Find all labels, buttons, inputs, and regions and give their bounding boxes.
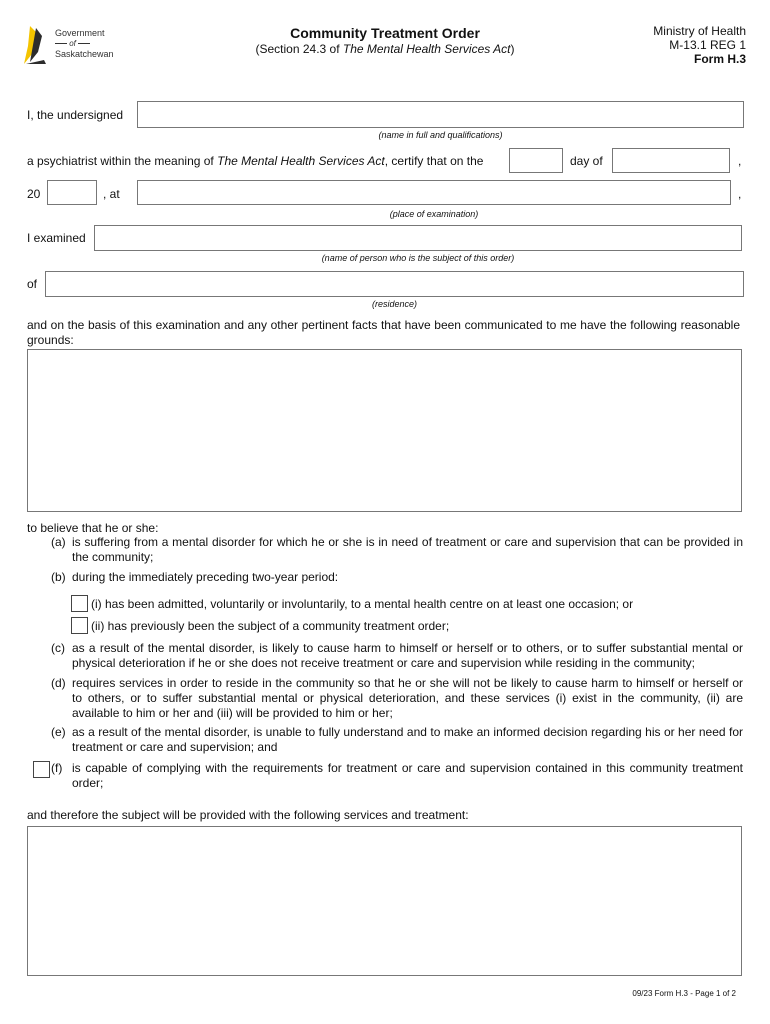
logo-government: Government bbox=[55, 28, 105, 38]
page-footer: 09/23 Form H.3 - Page 1 of 2 bbox=[632, 989, 736, 998]
criterion-f-checkbox[interactable] bbox=[33, 761, 50, 778]
examined-label: I examined bbox=[27, 231, 86, 245]
grounds-statement: and on the basis of this examination and any other pertinent facts that have been communicated to me have the following reasonable grounds: bbox=[27, 318, 740, 347]
criterion-a-label: (a) bbox=[51, 535, 66, 549]
day-input[interactable] bbox=[509, 148, 563, 173]
criterion-b-ii-checkbox[interactable] bbox=[71, 617, 88, 634]
criterion-b-i-text: (i) has been admitted, voluntarily or involuntarily, to a mental health centre on at least one occasion; or bbox=[91, 597, 634, 611]
criterion-b-ii-text: (ii) has previously been the subject of a community treatment order; bbox=[91, 619, 450, 633]
criterion-f-label: (f) bbox=[51, 761, 63, 775]
page-subtitle bbox=[160, 42, 610, 56]
month-input[interactable] bbox=[612, 148, 730, 173]
subtitle-act: The Mental Health Services Act bbox=[342, 42, 511, 56]
place-input[interactable] bbox=[137, 180, 731, 205]
criterion-e-text: as a result of the mental disorder, is unable to fully understand and to make an informed decision regarding his or her need for treatment or care and supervision; and bbox=[72, 725, 743, 754]
residence-caption: (residence) bbox=[371, 299, 418, 309]
psychiatrist-post: , certify that on the bbox=[384, 154, 484, 168]
person-name-input[interactable] bbox=[94, 225, 742, 251]
grounds-textarea[interactable] bbox=[27, 349, 742, 512]
criterion-f-text: is capable of complying with the requirements for treatment or care and supervision contained in this community treatment order; bbox=[72, 761, 743, 790]
undersigned-name-input[interactable] bbox=[137, 101, 744, 128]
residence-input[interactable] bbox=[45, 271, 744, 297]
at-label: , at bbox=[103, 187, 120, 201]
criterion-a-text: is suffering from a mental disorder for which he or she is in need of treatment or care and supervision that can be provided in the community; bbox=[72, 535, 743, 564]
psychiatrist-act: The Mental Health Services Act bbox=[217, 154, 385, 168]
ministry-block bbox=[653, 24, 746, 66]
person-caption: (name of person who is the subject of this order) bbox=[321, 253, 515, 263]
logo-of bbox=[55, 39, 90, 48]
criterion-e-label: (e) bbox=[51, 725, 66, 739]
form-number: Form H.3 bbox=[693, 52, 746, 66]
year-prefix: 20 bbox=[27, 187, 41, 201]
criterion-d-text: requires services in order to reside in the community so that he or she will not be likely to cause harm to himself or herself or to others, or to suffer substantial mental or physical deterioration, and these services (i) exist in the community, (ii) are available to him or her and (iii) will be provided to him or her; bbox=[72, 676, 743, 720]
criterion-d-label: (d) bbox=[51, 676, 66, 690]
criterion-b-label: (b) bbox=[51, 570, 66, 584]
logo-saskatchewan: Saskatchewan bbox=[55, 49, 114, 59]
year-input[interactable] bbox=[47, 180, 97, 205]
comma-1: , bbox=[738, 154, 742, 168]
saskatchewan-logo-icon bbox=[22, 24, 48, 66]
page-title: Community Treatment Order bbox=[290, 25, 480, 41]
believe-statement: to believe that he or she: bbox=[27, 521, 159, 535]
criterion-b-i-checkbox[interactable] bbox=[71, 595, 88, 612]
of-label: of bbox=[27, 277, 38, 291]
subtitle-pre: (Section 24.3 of bbox=[255, 42, 343, 56]
regulation-ref: M-13.1 REG 1 bbox=[669, 38, 746, 52]
comma-2: , bbox=[738, 187, 742, 201]
day-of-label: day of bbox=[570, 154, 603, 168]
psychiatrist-statement bbox=[27, 154, 483, 168]
place-caption: (place of examination) bbox=[389, 209, 479, 219]
services-statement: and therefore the subject will be provided with the following services and treatment: bbox=[27, 808, 469, 822]
services-textarea[interactable] bbox=[27, 826, 742, 976]
criterion-b-text: during the immediately preceding two-year period: bbox=[72, 570, 339, 584]
logo-of-text: of bbox=[69, 39, 76, 48]
undersigned-label: I, the undersigned bbox=[27, 108, 124, 122]
criterion-c-text: as a result of the mental disorder, is likely to cause harm to himself or herself or to others, or to suffer substantial mental or physical deterioration if he or she does not receive treatment or care and supervision while residing in the community; bbox=[72, 641, 743, 670]
criterion-c-label: (c) bbox=[51, 641, 65, 655]
ministry-name: Ministry of Health bbox=[653, 24, 746, 38]
name-caption: (name in full and qualifications) bbox=[378, 130, 503, 140]
psychiatrist-pre: a psychiatrist within the meaning of bbox=[27, 154, 218, 168]
subtitle-post: ) bbox=[510, 42, 515, 56]
government-logo bbox=[22, 24, 117, 66]
